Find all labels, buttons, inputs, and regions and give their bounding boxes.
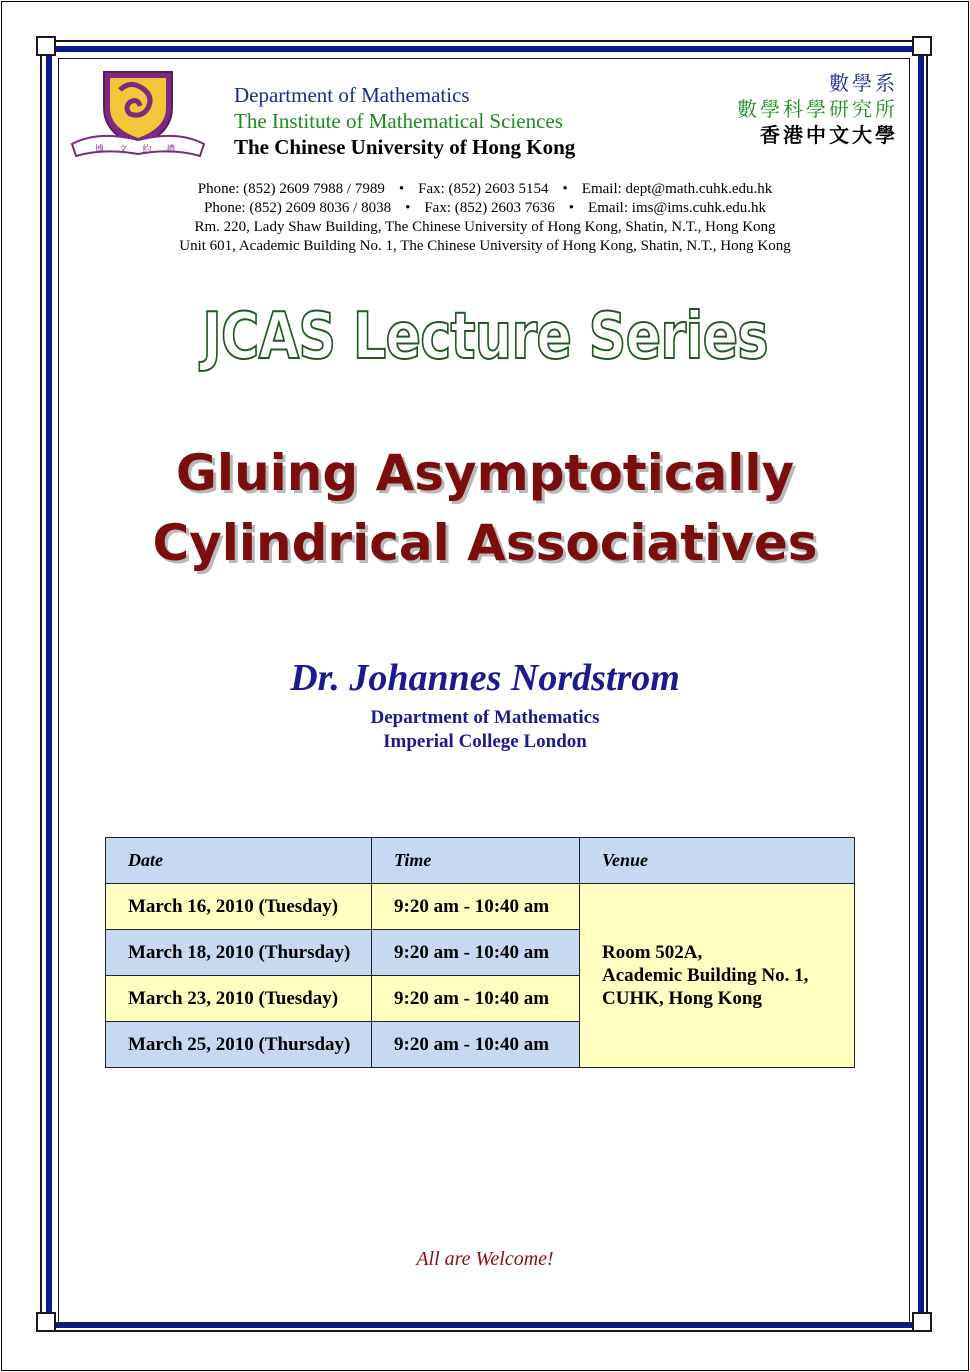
header-time: Time bbox=[372, 838, 580, 884]
frame-corner bbox=[912, 1312, 932, 1332]
contact-line-ims bbox=[0, 199, 970, 218]
schedule-table bbox=[105, 837, 855, 1068]
university-name-zh: 香港中文大學 bbox=[760, 123, 898, 147]
welcome-message: All are Welcome! bbox=[416, 1248, 554, 1270]
header-english bbox=[234, 82, 575, 160]
address-dept: Rm. 220, Lady Shaw Building, The Chinese University of Hong Kong, Shatin, N.T., Hong Kong bbox=[194, 219, 776, 235]
bullet: • bbox=[405, 200, 411, 216]
bullet: • bbox=[562, 181, 568, 197]
ims-fax: Fax: (852) 2603 7636 bbox=[424, 200, 555, 216]
row-time: 9:20 am - 10:40 am bbox=[372, 930, 580, 976]
lecture-title-line2: Cylindrical Associatives bbox=[152, 514, 818, 572]
university-name: The Chinese University of Hong Kong bbox=[234, 135, 576, 159]
lecture-title bbox=[0, 438, 970, 578]
frame-corner bbox=[912, 36, 932, 56]
university-crest-logo bbox=[68, 68, 208, 160]
speaker-institution: Imperial College London bbox=[383, 731, 587, 752]
dept-email: Email: dept@math.cuhk.edu.hk bbox=[581, 181, 773, 197]
address-ims: Unit 601, Academic Building No. 1, The Chinese University of Hong Kong, Shatin, N.T., Hong Kong bbox=[179, 238, 791, 254]
ims-phone: Phone: (852) 2609 8036 / 8038 bbox=[204, 200, 392, 216]
bullet: • bbox=[568, 200, 575, 216]
venue-line: Academic Building No. 1, bbox=[602, 965, 809, 986]
row-date: March 18, 2010 (Thursday) bbox=[106, 930, 372, 976]
venue-cell bbox=[580, 884, 855, 1068]
row-time: 9:20 am - 10:40 am bbox=[372, 884, 580, 930]
header-venue: Venue bbox=[580, 838, 855, 884]
lecture-series-title: JCAS Lecture Series bbox=[202, 300, 768, 374]
frame-corner bbox=[36, 1312, 56, 1332]
row-date: March 25, 2010 (Thursday) bbox=[106, 1022, 372, 1068]
speaker-affiliation bbox=[0, 706, 970, 754]
venue-line: CUHK, Hong Kong bbox=[602, 988, 762, 1009]
row-date: March 16, 2010 (Tuesday) bbox=[106, 884, 372, 930]
contact-block bbox=[0, 180, 970, 256]
venue-line: Room 502A, bbox=[602, 942, 703, 963]
lecture-title-line1: Gluing Asymptotically bbox=[175, 444, 795, 502]
bullet: • bbox=[398, 181, 405, 197]
dept-phone: Phone: (852) 2609 7988 / 7989 bbox=[197, 181, 385, 197]
department-name: Department of Mathematics bbox=[234, 83, 470, 107]
speaker-department: Department of Mathematics bbox=[370, 707, 600, 728]
contact-line-dept bbox=[0, 180, 970, 199]
svg-text:博 文 約 禮: 博 文 約 禮 bbox=[94, 145, 182, 155]
speaker-name: Dr. Johannes Nordstrom bbox=[290, 657, 680, 699]
row-date: March 23, 2010 (Tuesday) bbox=[106, 976, 372, 1022]
department-name-zh: 數學系 bbox=[829, 71, 898, 95]
row-time: 9:20 am - 10:40 am bbox=[372, 976, 580, 1022]
header-date: Date bbox=[106, 838, 372, 884]
dept-fax: Fax: (852) 2603 5154 bbox=[418, 181, 549, 197]
table-row bbox=[106, 884, 855, 930]
row-time: 9:20 am - 10:40 am bbox=[372, 1022, 580, 1068]
institute-name: The Institute of Mathematical Sciences bbox=[234, 109, 563, 133]
institute-name-zh: 數學科學研究所 bbox=[737, 97, 898, 121]
ims-email: Email: ims@ims.cuhk.edu.hk bbox=[588, 200, 766, 216]
header-chinese bbox=[737, 70, 898, 148]
table-header-row bbox=[106, 838, 855, 884]
frame-corner bbox=[36, 36, 56, 56]
